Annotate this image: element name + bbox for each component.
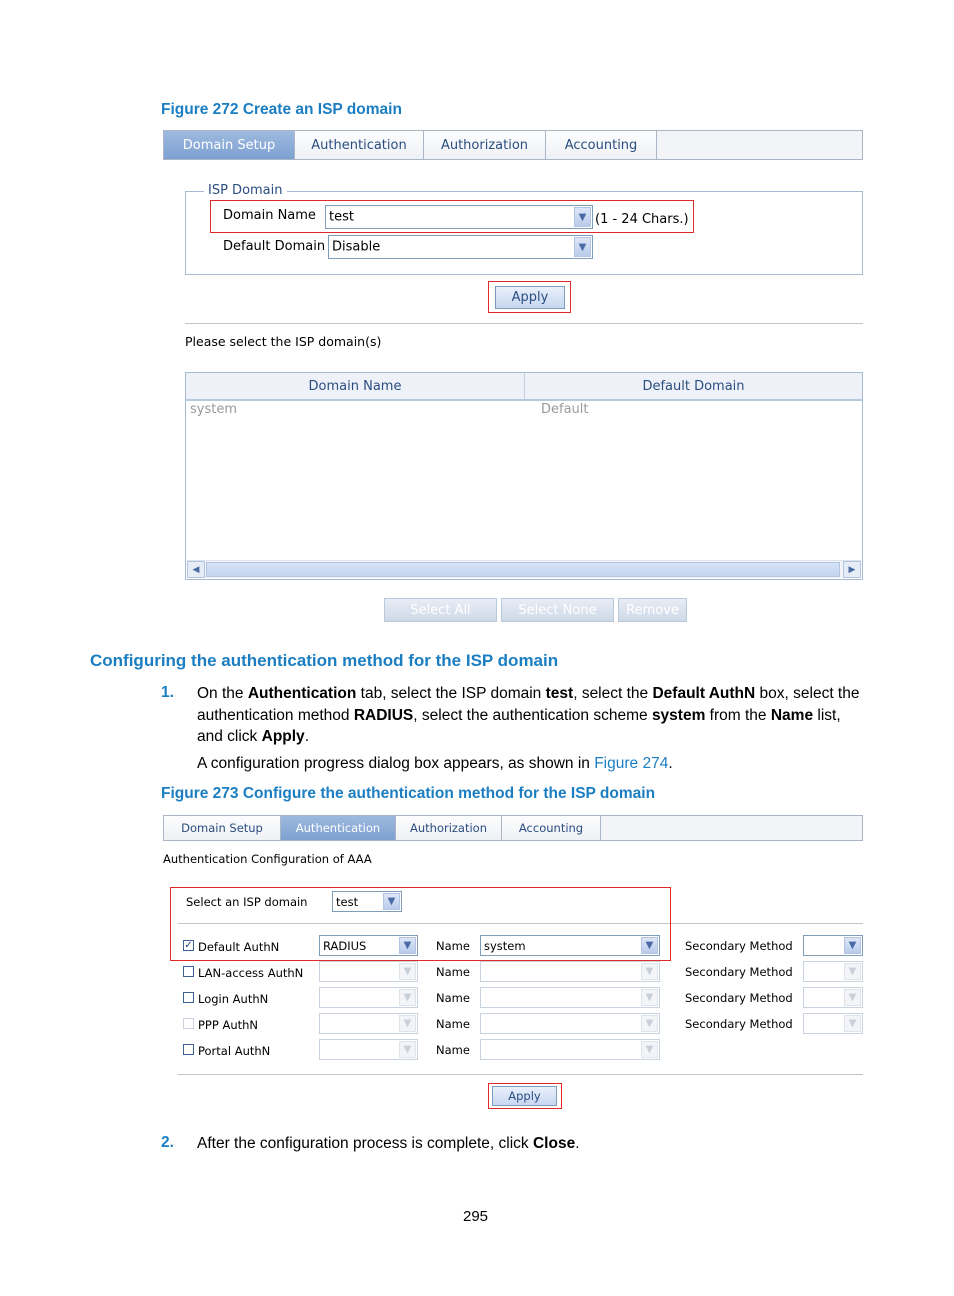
login-authn-label: Login AuthN xyxy=(198,992,269,1006)
login-authn-checkbox[interactable] xyxy=(183,992,194,1003)
table-cell-domain[interactable]: system xyxy=(190,402,237,417)
column-domain-name[interactable]: Domain Name xyxy=(186,373,525,399)
select-isp-label: Select an ISP domain xyxy=(186,895,308,909)
remove-button[interactable]: Remove xyxy=(618,598,687,622)
default-authn-secondary-label: Secondary Method xyxy=(685,939,793,953)
default-authn-label: Default AuthN xyxy=(198,940,280,954)
lan-access-name-label: Name xyxy=(436,965,470,979)
isp-domain-legend: ISP Domain xyxy=(204,183,287,198)
tab-authentication[interactable]: Authentication xyxy=(295,131,424,159)
chevron-down-icon: ▼ xyxy=(641,963,658,980)
default-authn-method-value: RADIUS xyxy=(323,938,367,953)
domain-name-value: test xyxy=(329,209,354,225)
table-cell-default: Default xyxy=(541,402,589,417)
column-default-domain[interactable]: Default Domain xyxy=(642,378,745,394)
select-none-button[interactable]: Select None xyxy=(501,598,614,622)
default-authn-name-value: system xyxy=(484,938,526,953)
tab-bar xyxy=(163,815,863,841)
default-authn-checkbox[interactable]: ✓ xyxy=(184,940,193,951)
isp-domain-value: test xyxy=(336,894,359,909)
portal-authn-checkbox[interactable] xyxy=(183,1044,194,1055)
chevron-down-icon[interactable]: ▼ xyxy=(641,937,658,954)
select-prompt: Please select the ISP domain(s) xyxy=(185,334,382,349)
apply-button[interactable]: Apply xyxy=(495,286,565,309)
figure-272-caption: Figure 272 Create an ISP domain xyxy=(161,101,402,118)
portal-name-label: Name xyxy=(436,1043,470,1057)
lan-access-secondary-select[interactable] xyxy=(803,961,863,982)
chevron-down-icon: ▼ xyxy=(399,989,416,1006)
config-title: Authentication Configuration of AAA xyxy=(163,852,372,866)
tab-domain-setup[interactable]: Domain Setup xyxy=(164,131,295,159)
highlight-apply xyxy=(488,1083,562,1109)
tab-accounting[interactable]: Accounting xyxy=(546,131,657,159)
chevron-down-icon[interactable]: ▼ xyxy=(844,937,861,954)
highlight-apply xyxy=(488,281,571,313)
step-1-number: 1. xyxy=(161,684,174,701)
default-domain-select[interactable] xyxy=(328,235,593,259)
login-name-select[interactable] xyxy=(480,987,660,1008)
default-domain-value: Disable xyxy=(332,239,381,255)
step-2-text: After the configuration process is complete, click Close. xyxy=(197,1135,580,1152)
scroll-right-icon[interactable]: ▶ xyxy=(843,561,861,578)
highlight-domain-name xyxy=(210,200,694,233)
select-all-button[interactable]: Select All xyxy=(384,598,497,622)
default-authn-secondary-select[interactable] xyxy=(803,935,863,956)
step-1-text: On the Authentication tab, select the ISP domain test, select the Default AuthN box, select the authentication method RADIUS, select the authentication scheme system from the Name list, and click Apply. xyxy=(197,685,860,745)
domain-name-label: Domain Name xyxy=(223,208,316,223)
tab-authentication[interactable]: Authentication xyxy=(281,816,396,840)
table-header xyxy=(186,373,862,401)
chevron-down-icon: ▼ xyxy=(399,1041,416,1058)
chevron-down-icon: ▼ xyxy=(844,963,861,980)
ppp-name-label: Name xyxy=(436,1017,470,1031)
section-heading: Configuring the authentication method for the ISP domain xyxy=(90,651,559,670)
portal-authn-label: Portal AuthN xyxy=(198,1044,271,1058)
step-2-number: 2. xyxy=(161,1134,174,1151)
chevron-down-icon: ▼ xyxy=(844,1015,861,1032)
lan-access-authn-checkbox[interactable] xyxy=(183,966,194,977)
portal-method-select[interactable] xyxy=(319,1039,418,1060)
lan-access-authn-label: LAN-access AuthN xyxy=(198,966,304,980)
chevron-down-icon[interactable]: ▼ xyxy=(399,937,416,954)
chevron-down-icon: ▼ xyxy=(641,1015,658,1032)
chevron-down-icon[interactable]: ▼ xyxy=(383,893,400,910)
figure-273-caption: Figure 273 Configure the authentication method for the ISP domain xyxy=(161,785,656,802)
divider xyxy=(178,1074,863,1075)
figure-274-link[interactable]: Figure 274 xyxy=(594,755,669,772)
divider xyxy=(185,323,863,324)
chevron-down-icon: ▼ xyxy=(641,1041,658,1058)
lan-access-secondary-label: Secondary Method xyxy=(685,965,793,979)
horizontal-scrollbar[interactable] xyxy=(187,560,861,578)
default-domain-label: Default Domain xyxy=(223,239,326,254)
scroll-left-icon[interactable]: ◀ xyxy=(187,561,205,578)
chevron-down-icon: ▼ xyxy=(399,1015,416,1032)
ppp-secondary-label: Secondary Method xyxy=(685,1017,793,1031)
chevron-down-icon: ▼ xyxy=(399,963,416,980)
tab-accounting[interactable]: Accounting xyxy=(502,816,601,840)
page-number: 295 xyxy=(463,1208,489,1225)
default-authn-name-label: Name xyxy=(436,939,470,953)
ppp-name-select[interactable] xyxy=(480,1013,660,1034)
login-secondary-select[interactable] xyxy=(803,987,863,1008)
ppp-authn-checkbox[interactable] xyxy=(183,1018,194,1029)
step-1-note: A configuration progress dialog box appears, as shown in Figure 274. xyxy=(197,755,673,772)
tab-authorization[interactable]: Authorization xyxy=(424,131,546,159)
tab-domain-setup[interactable]: Domain Setup xyxy=(164,816,281,840)
chevron-down-icon: ▼ xyxy=(641,989,658,1006)
isp-domain-table xyxy=(185,372,863,580)
apply-button[interactable]: Apply xyxy=(492,1086,557,1106)
login-name-label: Name xyxy=(436,991,470,1005)
ppp-secondary-select[interactable] xyxy=(803,1013,863,1034)
chevron-down-icon[interactable]: ▼ xyxy=(574,237,591,257)
login-method-select[interactable] xyxy=(319,987,418,1008)
tab-bar xyxy=(163,130,863,160)
chevron-down-icon: ▼ xyxy=(844,989,861,1006)
domain-name-hint: (1 - 24 Chars.) xyxy=(595,212,689,227)
highlight-authn-config xyxy=(170,887,671,961)
lan-access-name-select[interactable] xyxy=(480,961,660,982)
ppp-authn-label: PPP AuthN xyxy=(198,1018,259,1032)
login-secondary-label: Secondary Method xyxy=(685,991,793,1005)
portal-name-select[interactable] xyxy=(480,1039,660,1060)
scroll-thumb[interactable] xyxy=(206,562,840,577)
ppp-method-select[interactable] xyxy=(319,1013,418,1034)
chevron-down-icon[interactable]: ▼ xyxy=(574,207,591,227)
lan-access-method-select[interactable] xyxy=(319,961,418,982)
tab-authorization[interactable]: Authorization xyxy=(396,816,502,840)
